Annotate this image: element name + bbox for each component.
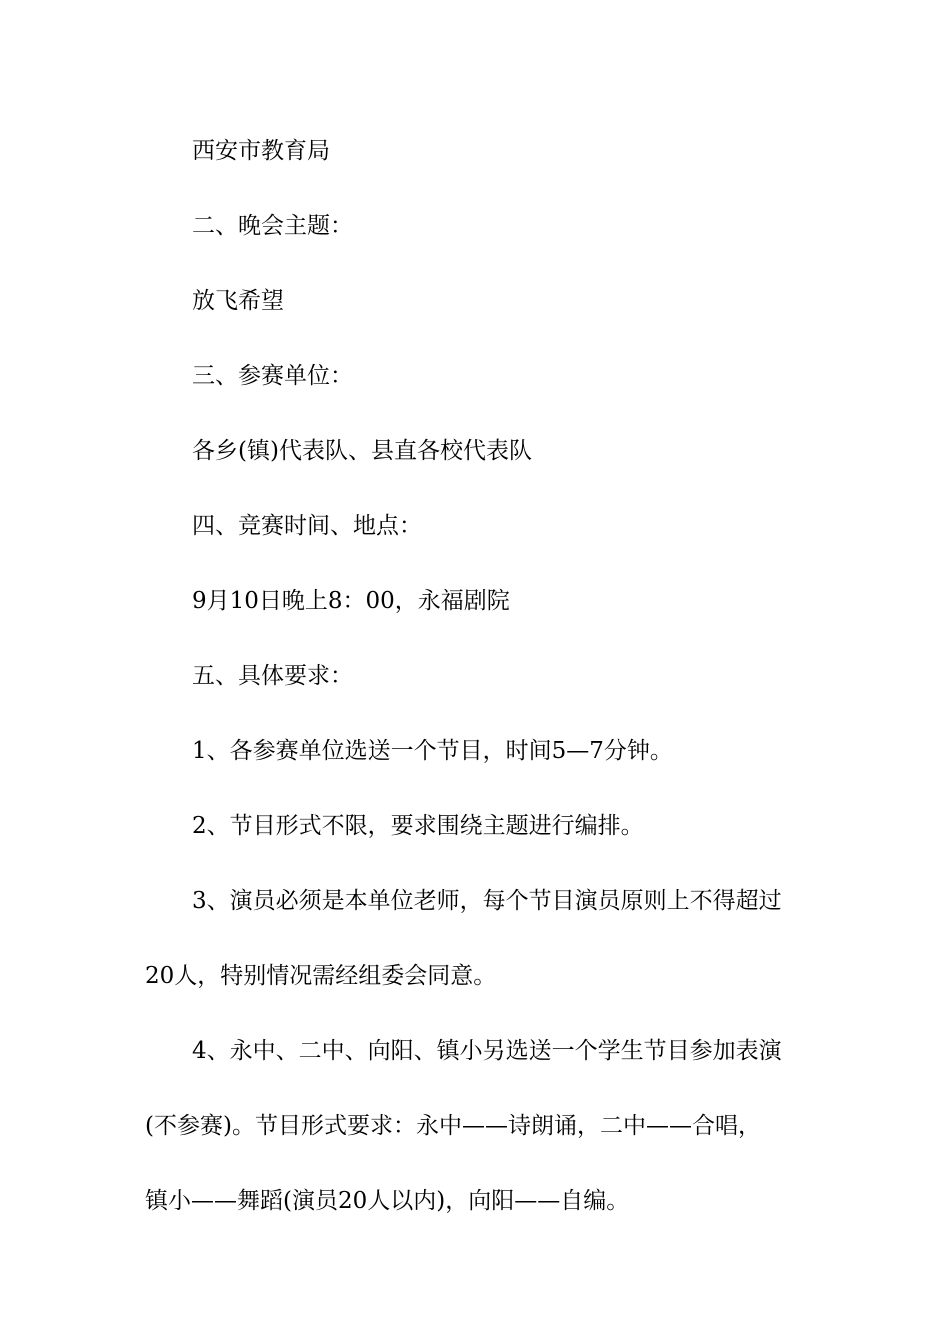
time-place-line: 9月10日晚上8：00，永福剧院	[192, 588, 510, 614]
requirement-3-line-2: 20人，特别情况需经组委会同意。	[145, 963, 497, 989]
requirement-4-line-2: (不参赛)。节目形式要求：永中——诗朗诵，二中——合唱，	[145, 1113, 761, 1139]
section-4-heading: 四、竞赛时间、地点：	[192, 513, 422, 539]
requirement-3-line-1: 3、演员必须是本单位老师，每个节目演员原则上不得超过	[192, 888, 782, 914]
section-3-heading: 三、参赛单位：	[192, 363, 353, 389]
participants-line: 各乡(镇)代表队、县直各校代表队	[192, 438, 532, 464]
requirement-2: 2、节目形式不限，要求围绕主题进行编排。	[192, 813, 644, 839]
theme-line: 放飞希望	[192, 288, 284, 314]
section-2-heading: 二、晚会主题：	[192, 213, 353, 239]
organizer-line: 西安市教育局	[192, 138, 330, 164]
requirement-1: 1、各参赛单位选送一个节目，时间5—7分钟。	[192, 738, 673, 764]
requirement-4-line-3: 镇小——舞蹈(演员20人以内)，向阳——自编。	[145, 1188, 630, 1214]
requirement-4-line-1: 4、永中、二中、向阳、镇小另选送一个学生节目参加表演	[192, 1038, 782, 1064]
section-5-heading: 五、具体要求：	[192, 663, 353, 689]
